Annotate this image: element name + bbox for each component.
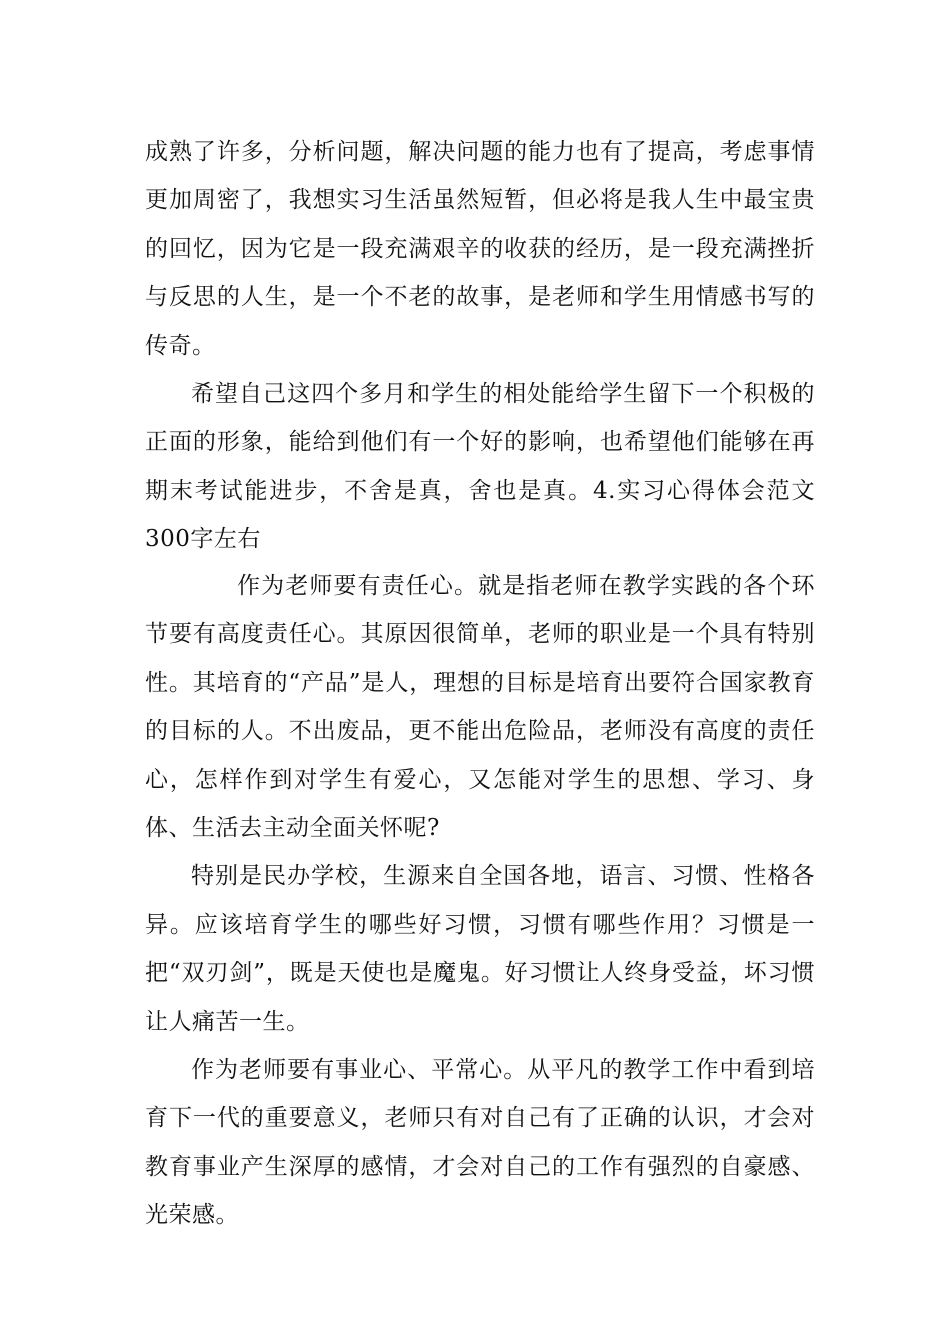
paragraph-4: 特别是民办学校，生源来自全国各地，语言、习惯、性格各异。应该培育学生的哪些好习惯，习惯有哪些作用？习惯是一把“双刃剑”，既是天使也是魔鬼。好习惯让人终身受益，坏习惯让人痛苦一生。	[145, 863, 815, 1035]
paragraph-5: 作为老师要有事业心、平常心。从平凡的教学工作中看到培育下一代的重要意义，老师只有对自己有了正确的认识，才会对教育事业产生深厚的感情，才会对自己的工作有强烈的自豪感、光荣感。	[145, 1057, 815, 1229]
paragraph-2: 希望自己这四个多月和学生的相处能给学生留下一个积极的正面的形象，能给到他们有一个好的影响，也希望他们能够在再期末考试能进步，不舍是真，舍也是真。4.实习心得体会范文300字左右	[145, 381, 815, 553]
text-block-bottom	[145, 562, 815, 1240]
paragraph-3: 作为老师要有责任心。就是指老师在教学实践的各个环节要有高度责任心。其原因很简单，老师的职业是一个具有特别性。其培育的“产品”是人，理想的目标是培育出要符合国家教育的目标的人。不出废品，更不能出危险品，老师没有高度的责任心，怎样作到对学生有爱心，又怎能对学生的思想、学习、身体、生活去主动全面关怀呢?	[145, 573, 815, 842]
text-block-top	[145, 128, 815, 564]
paragraph-1: 成熟了许多，分析问题，解决问题的能力也有了提高，考虑事情更加周密了，我想实习生活虽然短暂，但必将是我人生中最宝贵的回忆，因为它是一段充满艰辛的收获的经历，是一段充满挫折与反思的人生，是一个不老的故事，是老师和学生用情感书写的传奇。	[145, 139, 815, 359]
